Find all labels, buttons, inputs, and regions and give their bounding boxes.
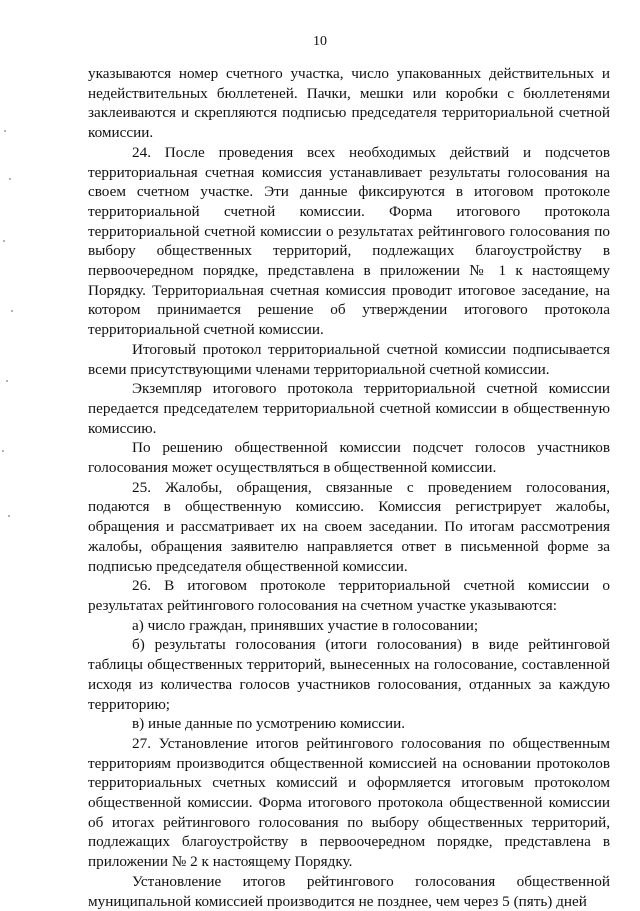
paragraph-item-25: 25. Жалобы, обращения, связанные с проведением голосования, подаются в общественную комиссию. Комиссия регистрирует жалобы, обращения и рассматривает их на своем заседании. По итогам рассмотрения жалобы, обращения заявителю направляется ответ в письменной форме за подписью председателя общественной комиссии.	[88, 478, 610, 575]
paragraph-protocol-transfer: Экземпляр итогового протокола территориальной счетной комиссии передается председателем территориальной счетной комиссии в общественную комиссию.	[88, 380, 610, 437]
scan-edge-marks	[0, 120, 18, 720]
paragraph-results-deadline: Установление итогов рейтингового голосования общественной муниципальной комиссией производится не позднее, чем через 5 (пять) дней	[88, 872, 610, 910]
paragraph-protocol-signing: Итоговый протокол территориальной счетной комиссии подписывается всеми присутствующими членами территориальной счетной комиссии.	[88, 340, 610, 378]
paragraph-continuation: указываются номер счетного участка, число упакованных действительных и недействительных бюллетеней. Пачки, мешки или коробки с бюллетенями заклеиваются и скрепляются подписью председателя территориальной счетной комиссии.	[88, 65, 610, 142]
list-item-a: а) число граждан, принявших участие в голосовании;	[132, 616, 479, 634]
paragraph-item-24: 24. После проведения всех необходимых действий и подсчетов территориальная счетная комиссия устанавливает результаты голосования на своем счетном участке. Эти данные фиксируются в итоговом протоколе территориальной счетной комиссии. Форма итогового протокола территориальной счетной комиссии о результатах рейтингового голосования по выбору общественных территорий, подлежащих благоустройству в первоочередном порядке, представлена в приложении № 1 к настоящему Порядку. Территориальная счетная комиссия проводит итоговое заседание, на котором принимается решение об утверждении итогового протокола территориальной счетной комиссии.	[88, 143, 610, 339]
list-item-b: б) результаты голосования (итоги голосования) в виде рейтинговой таблицы общественных территорий, вынесенных на голосование, составленной исходя из количества голосов участников голосования, отданных за каждую территорию;	[88, 636, 610, 713]
list-item-v: в) иные данные по усмотрению комиссии.	[132, 715, 406, 733]
page-number: 10	[313, 34, 327, 49]
document-body	[88, 64, 610, 911]
paragraph-item-27: 27. Установление итогов рейтингового голосования по общественным территориям производится общественной комиссией на основании протоколов территориальных счетных комиссий и оформляется итоговым протоколом общественной комиссии. Форма итогового протокола общественной комиссии об итогах рейтингового голосования по выбору общественных территорий, подлежащих благоустройству в первоочередном порядке, представлена в приложении № 2 к настоящему Порядку.	[88, 734, 610, 871]
paragraph-item-26: 26. В итоговом протоколе территориальной счетной комиссии о результатах рейтингового голосования на счетном участке указываются:	[88, 577, 610, 614]
paragraph-vote-count-decision: По решению общественной комиссии подсчет голосов участников голосования может осуществляться в общественной комиссии.	[88, 439, 610, 477]
